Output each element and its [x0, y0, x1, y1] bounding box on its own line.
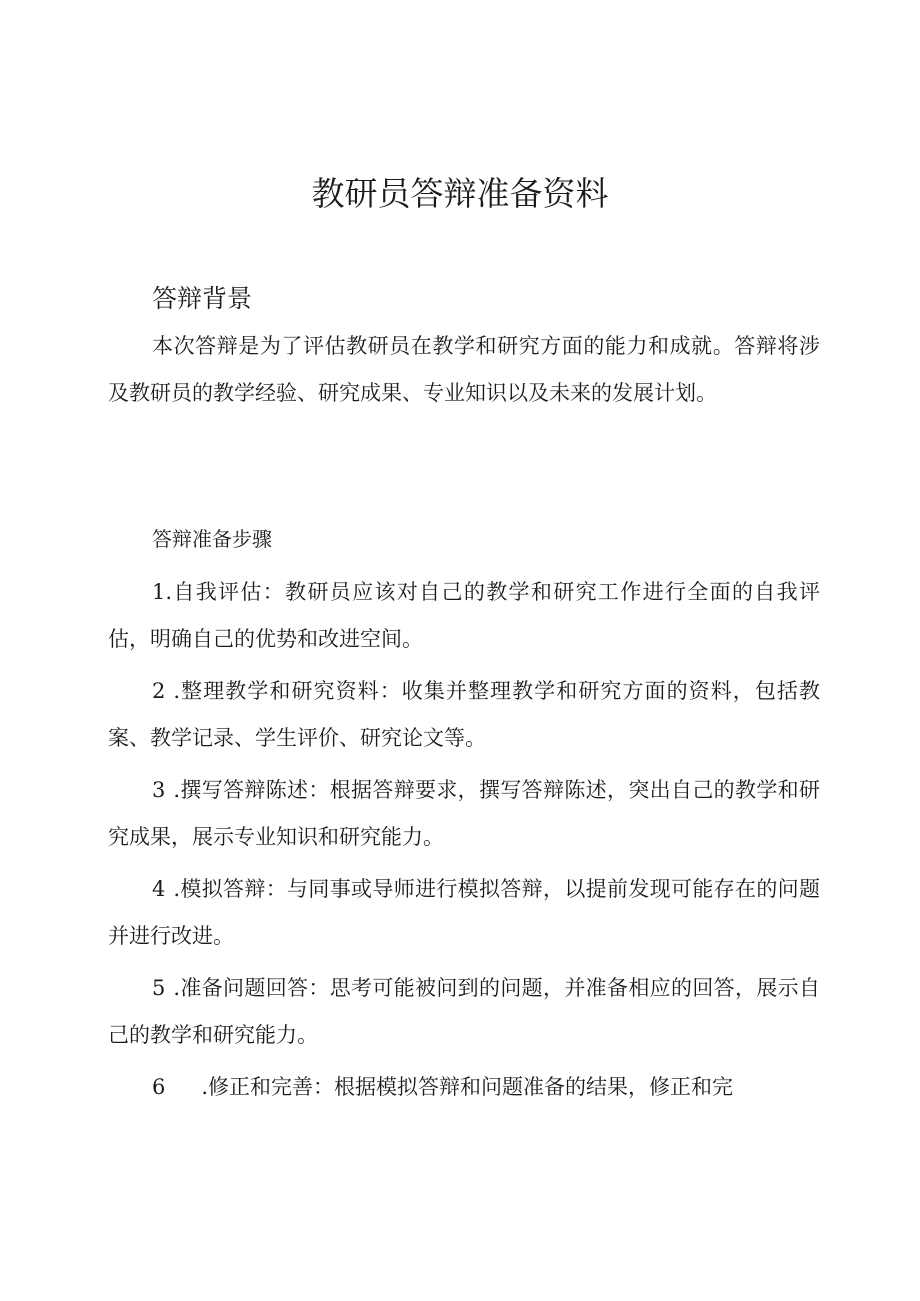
background-paragraph: 本次答辩是为了评估教研员在教学和研究方面的能力和成就。答辩将涉及教研员的教学经验、研究成果、专业知识以及未来的发展计划。: [108, 334, 820, 405]
step-item-5: [108, 965, 820, 1059]
step-text: .准备问题回答：思考可能被问到的问题，并准备相应的回答，展示自己的教学和研究能力。: [108, 976, 820, 1047]
step-text: .整理教学和研究资料：收集并整理教学和研究方面的资料，包括教案、教学记录、学生评价、研究论文等。: [108, 679, 820, 750]
step-text: .模拟答辩：与同事或导师进行模拟答辩，以提前发现可能存在的问题并进行改进。: [108, 877, 820, 948]
step-number: 2: [152, 679, 166, 703]
step-item-6: [108, 1064, 820, 1111]
background-heading: 答辩背景: [152, 284, 253, 313]
steps-heading: 答辩准备步骤: [152, 527, 272, 551]
step-text: 自我评估：教研员应该对自己的教学和研究工作进行全面的自我评估，明确自己的优势和改进空间。: [108, 580, 820, 651]
step-number: 3: [152, 778, 166, 802]
step-text: .修正和完善：根据模拟答辩和问题准备的结果，修正和完: [201, 1075, 734, 1099]
step-item-4: [108, 866, 820, 960]
document-title: 教研员答辩准备资料: [311, 174, 609, 213]
step-item-1: [108, 569, 820, 663]
step-number: 4: [152, 877, 166, 901]
step-number: 6: [152, 1075, 166, 1099]
step-number: 1.: [152, 580, 173, 604]
step-text: .撰写答辩陈述：根据答辩要求，撰写答辩陈述，突出自己的教学和研究成果，展示专业知识和研究能力。: [108, 778, 820, 849]
step-number: 5: [152, 976, 166, 1000]
step-item-2: [108, 668, 820, 762]
step-item-3: [108, 767, 820, 861]
